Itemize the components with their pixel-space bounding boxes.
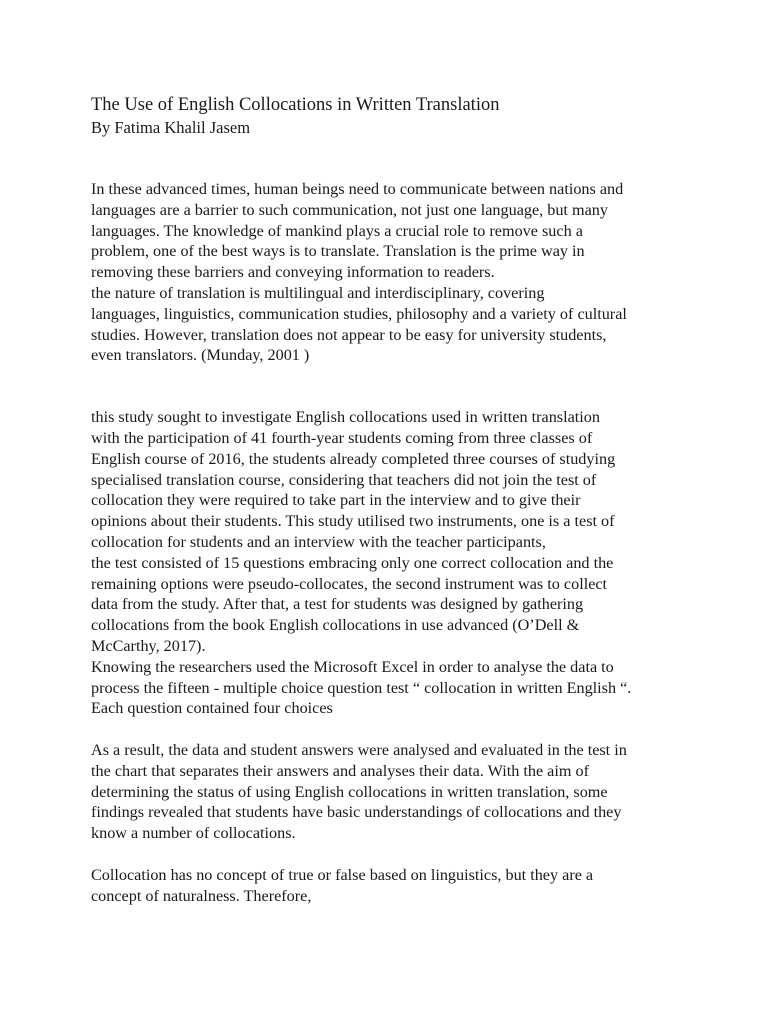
spacer — [91, 139, 691, 179]
text-line: studies. However, translation does not appear to be easy for university students, — [91, 325, 607, 344]
text-line: even translators. (Munday, 2001 ) — [91, 346, 310, 365]
spacer — [91, 719, 691, 740]
text-line: Knowing the researchers used the Microsoft Excel in order to analyse the data to — [91, 657, 614, 676]
text-line: findings revealed that students have basic understandings of collocations and they — [91, 803, 622, 822]
text-line: remaining options were pseudo-collocates, the second instrument was to collect — [91, 574, 608, 593]
text-line: specialised translation course, considering that teachers did not join the test of — [91, 470, 597, 489]
text-line: determining the status of using English collocations in written translation, some — [91, 782, 608, 801]
text-line: languages are a barrier to such communication, not just one language, but many — [91, 200, 608, 219]
spacer — [91, 844, 691, 865]
paragraph-intro — [91, 179, 691, 366]
text-line: Collocation has no concept of true or false based on linguistics, but they are a — [91, 865, 594, 884]
paragraph-results — [91, 740, 691, 844]
text-line: the test consisted of 15 questions embracing only one correct collocation and the — [91, 553, 614, 572]
text-line: concept of naturalness. Therefore, — [91, 886, 312, 905]
text-line: this study sought to investigate English collocations used in written translation — [91, 408, 600, 427]
text-line: opinions about their students. This study utilised two instruments, one is a test of — [91, 512, 615, 531]
text-line: collocation they were required to take part in the interview and to give their — [91, 491, 581, 510]
document-title: The Use of English Collocations in Written Translation — [91, 95, 500, 115]
text-line: Each question contained four choices — [91, 699, 333, 718]
text-line: with the participation of 41 fourth-year students coming from three classes of — [91, 428, 593, 447]
text-line: In these advanced times, human beings need to communicate between nations and — [91, 180, 624, 198]
text-line: process the fifteen - multiple choice question test “ collocation in written English “. — [91, 678, 632, 697]
document-author: By Fatima Khalil Jasem — [91, 118, 251, 137]
text-line: data from the study. After that, a test for students was designed by gathering — [91, 595, 584, 614]
text-line: collocation for students and an interview with the teacher participants, — [91, 532, 546, 551]
text-line: languages, linguistics, communication studies, philosophy and a variety of cultural — [91, 304, 627, 323]
text-line: know a number of collocations. — [91, 824, 296, 843]
text-line: As a result, the data and student answers were analysed and evaluated in the test in — [91, 740, 627, 759]
document-page — [91, 93, 691, 906]
spacer — [91, 366, 691, 407]
text-line: removing these barriers and conveying information to readers. — [91, 263, 495, 282]
paragraph-study — [91, 407, 691, 719]
text-line: the nature of translation is multilingual and interdisciplinary, covering — [91, 283, 545, 302]
text-line: English course of 2016, the students already completed three courses of studying — [91, 449, 616, 468]
text-line: McCarthy, 2017). — [91, 636, 206, 655]
text-line: languages. The knowledge of mankind plays a crucial role to remove such a — [91, 221, 583, 240]
text-line: collocations from the book English collocations in use advanced (O’Dell & — [91, 616, 580, 635]
text-line: problem, one of the best ways is to translate. Translation is the prime way in — [91, 242, 585, 261]
paragraph-conclusion — [91, 865, 691, 907]
text-line: the chart that separates their answers and analyses their data. With the aim of — [91, 761, 589, 780]
